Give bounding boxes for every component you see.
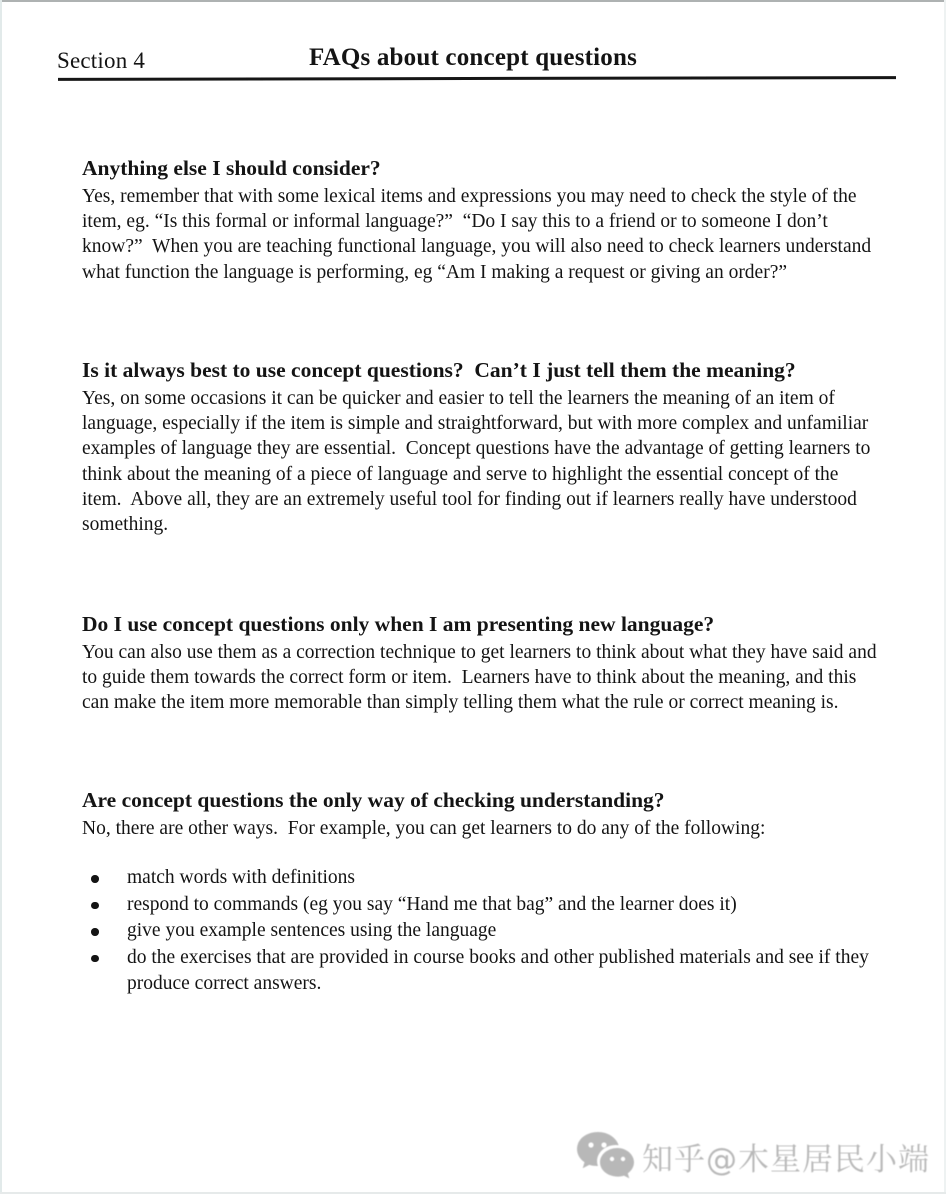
answer-paragraph: You can also use them as a correction technique to get learners to think about what they have said and to guide them towards the correct form or item. Learners have to think about the meaning, and this can make the item more memorable than simply telling them what the rule or correct meaning is. <box>82 642 882 714</box>
page-header <box>0 44 946 80</box>
scan-edge-left <box>0 0 2 1194</box>
faq-section <box>82 154 880 285</box>
question-heading: Are concept questions the only way of checking understanding? <box>82 788 665 812</box>
answer-paragraph: Yes, remember that with some lexical items and expressions you may need to check the style of the item, eg. “Is this formal or informal language?” “Do I say this to a friend or to someone I don’t know?” When you are teaching functional language, you will also need to check learners understand what function the language is performing, eg “Am I making a request or giving an order?” <box>82 186 876 283</box>
question-heading: Anything else I should consider? <box>82 156 381 180</box>
page-title: FAQs about concept questions <box>308 44 638 71</box>
scan-edge-top <box>0 0 946 2</box>
bullet-item: match words with definitions <box>82 865 880 892</box>
faq-section <box>82 610 880 716</box>
header-rule <box>58 76 896 81</box>
section-label: Section 4 <box>57 48 146 73</box>
question-heading: Is it always best to use concept questions? Can’t I just tell them the meaning? <box>82 358 796 382</box>
answer-paragraph: Yes, on some occasions it can be quicker and easier to tell the learners the meaning of an item of language, especially if the item is simple and straightforward, but with more complex and unfamiliar examples of language they are essential. Concept questions have the advantage of getting learners to think about the meaning of a piece of language and serve to highlight the essential concept of the item. Above all, they are an extremely useful tool for finding out if learners really have understood something. <box>82 388 876 536</box>
answer-paragraph: No, there are other ways. For example, you can get learners to do any of the following: <box>82 818 766 839</box>
question-heading: Do I use concept questions only when I am presenting new language? <box>82 612 715 636</box>
faq-section <box>82 356 880 537</box>
watermark <box>575 1128 930 1184</box>
bullet-item: do the exercises that are provided in course books and other published materials and see if they produce correct answers. <box>82 945 880 998</box>
watermark-text: 知乎@木星居民小端 <box>642 1141 930 1178</box>
bullet-item: respond to commands (eg you say “Hand me that bag” and the learner does it) <box>82 892 880 919</box>
chat-bubbles-icon <box>575 1130 637 1182</box>
faq-section <box>82 786 880 998</box>
bullet-item: give you example sentences using the language <box>82 918 880 945</box>
bullet-list <box>82 865 880 998</box>
